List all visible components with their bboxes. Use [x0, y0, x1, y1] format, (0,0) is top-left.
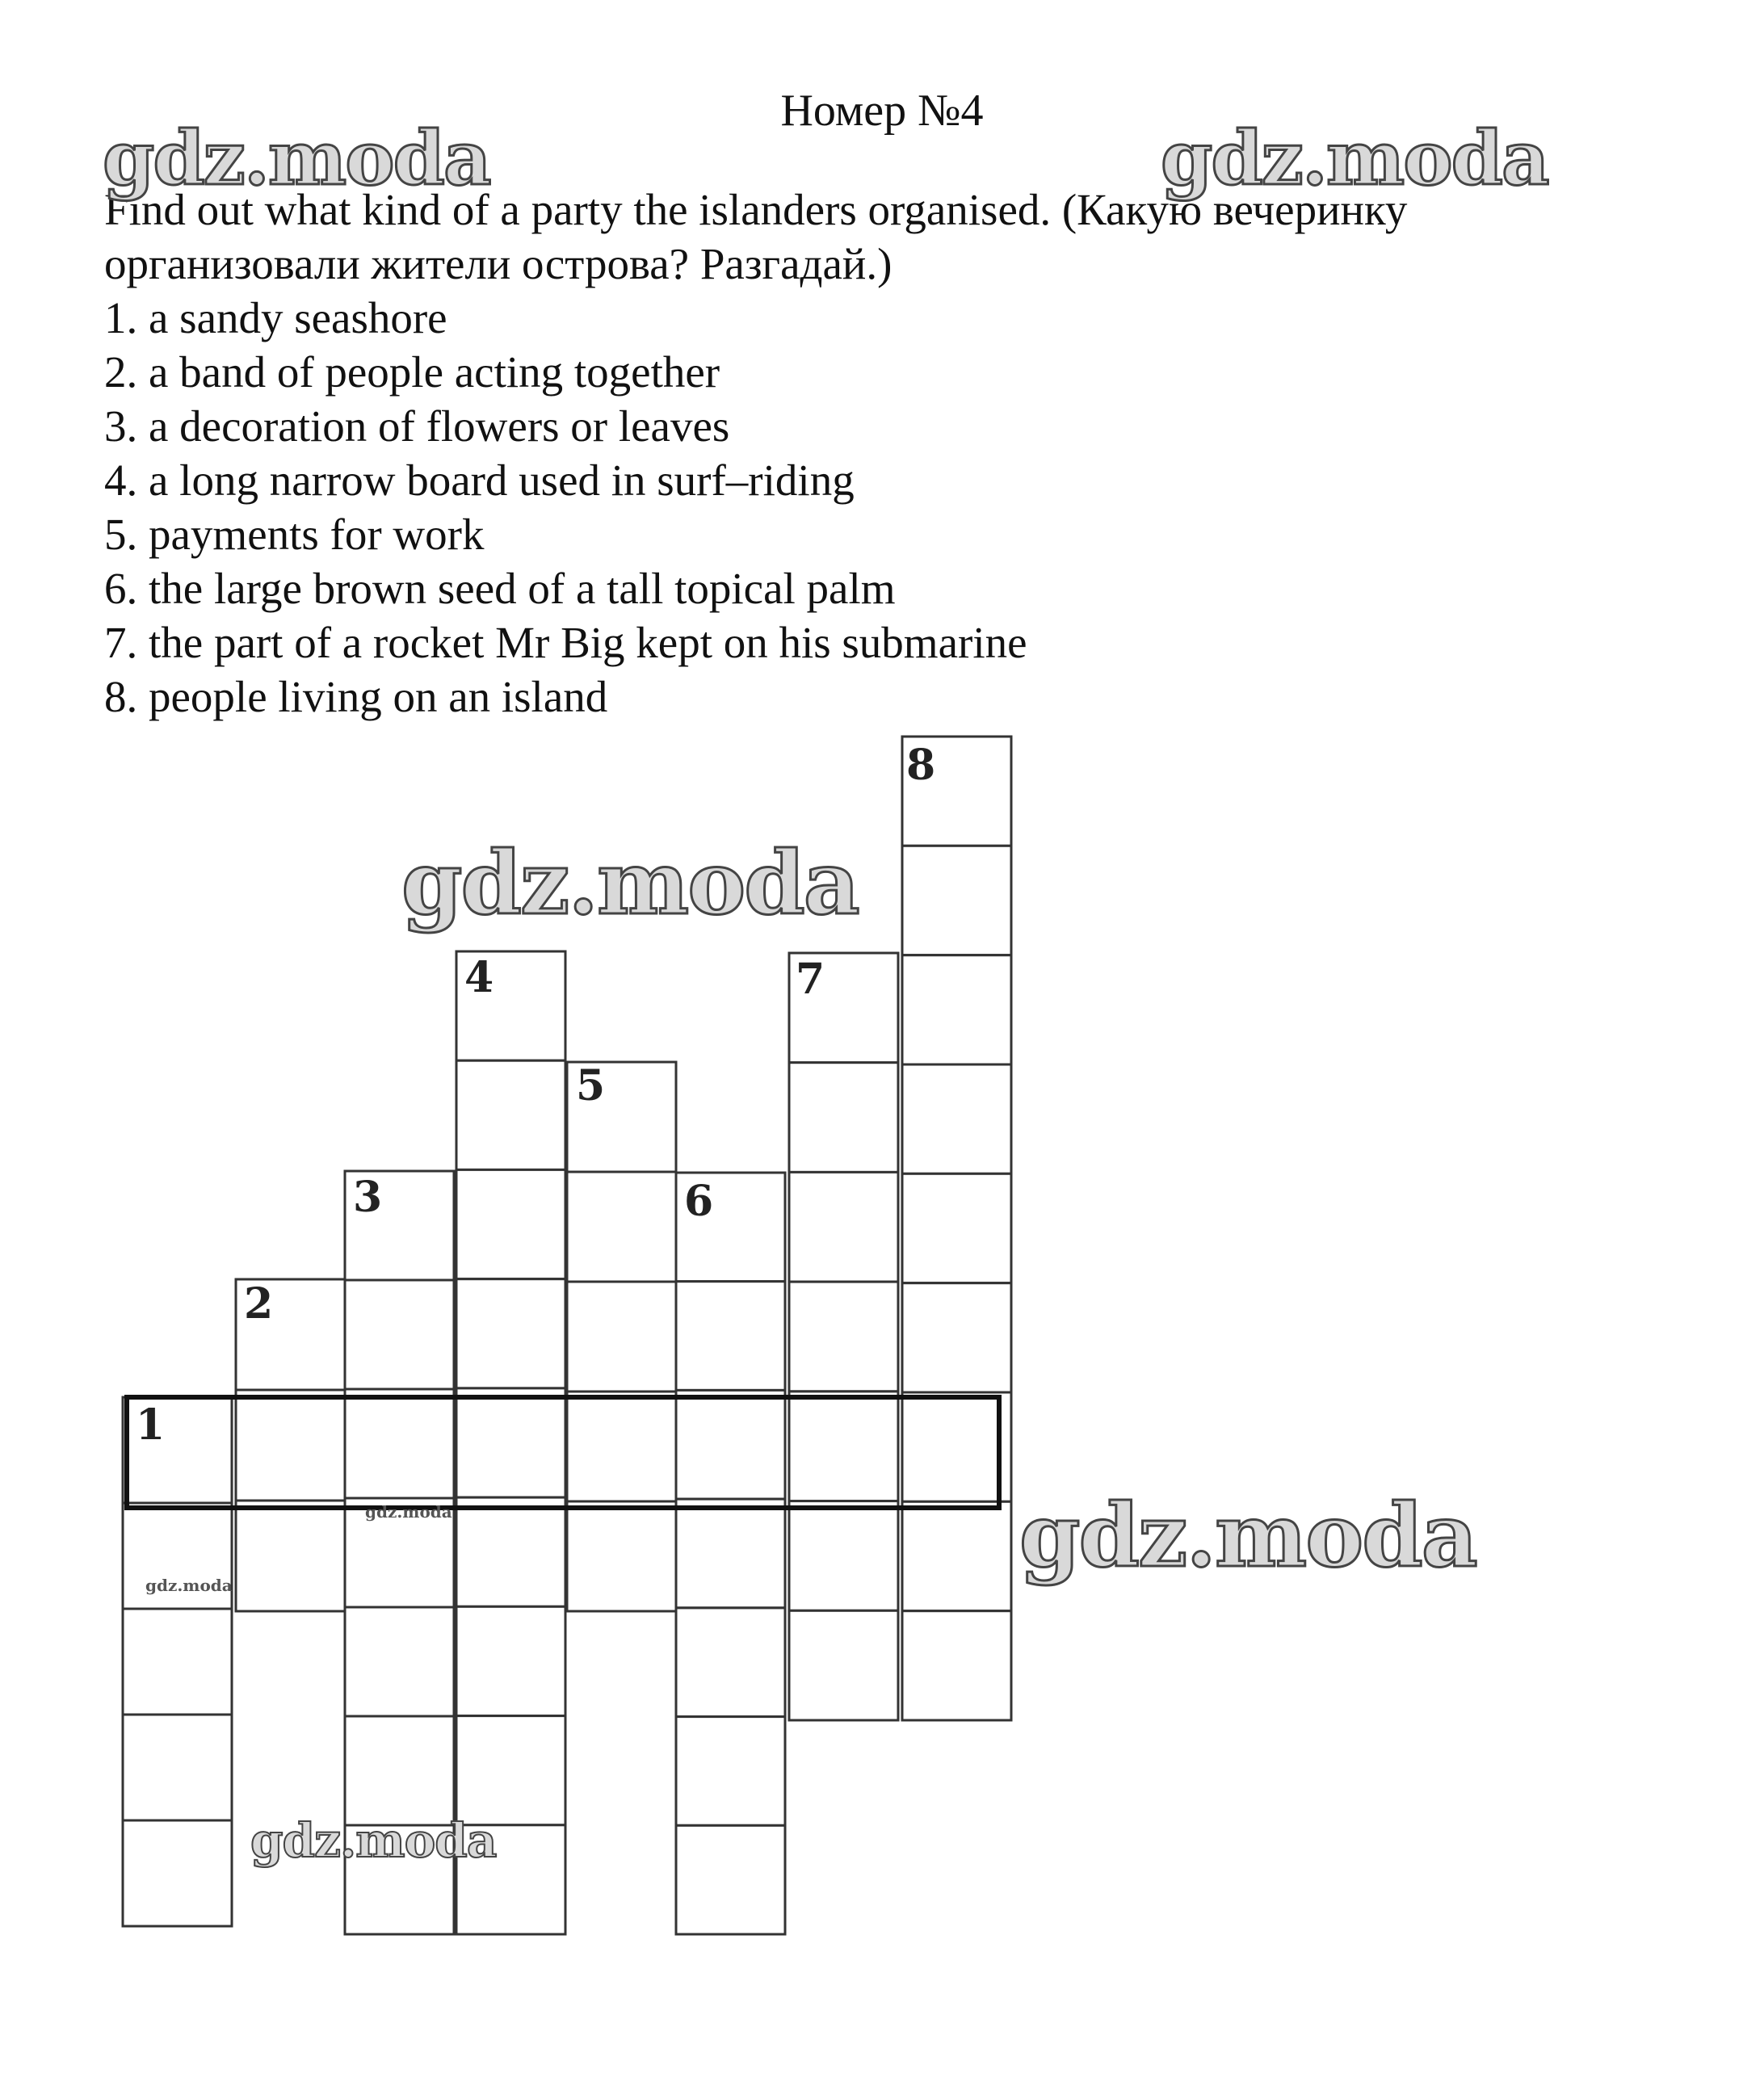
crossword-cell[interactable]: [789, 1063, 898, 1173]
crossword-cell[interactable]: [567, 1172, 676, 1282]
crossword-cell[interactable]: [345, 1389, 454, 1498]
crossword-cell[interactable]: [456, 1497, 565, 1606]
crossword-cell[interactable]: [123, 1609, 232, 1715]
watermark: gdz.moda: [1161, 115, 1548, 202]
clue-item: 4. a long narrow board used in surf–riding: [104, 455, 855, 505]
crossword-cell[interactable]: [567, 1501, 676, 1611]
crossword-cell[interactable]: [676, 1825, 785, 1934]
clue-item: 1. a sandy seashore: [104, 293, 447, 342]
crossword-cell[interactable]: [902, 1392, 1011, 1501]
crossword-cell[interactable]: [567, 1282, 676, 1392]
clue-number-4: 4: [464, 953, 494, 1002]
watermark: gdz.moda: [250, 1813, 497, 1868]
crossword-cell[interactable]: [676, 1608, 785, 1717]
clue-number-1: 1: [136, 1400, 166, 1450]
clue-item: 8. people living on an island: [104, 672, 608, 721]
crossword-cell[interactable]: [789, 1392, 898, 1501]
clue-item: 6. the large brown seed of a tall topical palm: [104, 564, 896, 613]
clue-item: 2. a band of people acting together: [104, 347, 720, 397]
crossword-cell[interactable]: [902, 1501, 1011, 1610]
watermark: gdz.moda: [1019, 1485, 1476, 1587]
crossword-cell[interactable]: [345, 1280, 454, 1389]
instruction-text: Find out what kind of a party the islanders organised. (Какую вечеринку организовали жители острова? Разгадай.): [104, 185, 1408, 288]
crossword-cell[interactable]: [676, 1390, 785, 1499]
clue-item: 5. payments for work: [104, 510, 485, 559]
crossword-cell[interactable]: [902, 1283, 1011, 1392]
clue-number-6: 6: [684, 1177, 714, 1226]
crossword-cell[interactable]: [236, 1390, 345, 1501]
clue-number-7: 7: [796, 955, 825, 1004]
crossword-cell[interactable]: [902, 846, 1011, 955]
crossword-cell[interactable]: [456, 1060, 565, 1169]
watermark: gdz.moda: [145, 1576, 233, 1595]
clue-number-8: 8: [906, 741, 936, 790]
crossword-cell[interactable]: [676, 1717, 785, 1826]
crossword-cell[interactable]: [902, 1173, 1011, 1282]
crossword-cell[interactable]: [123, 1820, 232, 1926]
crossword-cell[interactable]: [676, 1499, 785, 1608]
crossword-cell[interactable]: [902, 955, 1011, 1064]
crossword-cell[interactable]: [789, 1610, 898, 1720]
crossword-cell[interactable]: [456, 1606, 565, 1715]
crossword-cell[interactable]: [456, 1169, 565, 1278]
crossword-cell[interactable]: [789, 1282, 898, 1392]
crossword-cell[interactable]: [789, 1172, 898, 1282]
crossword-cell[interactable]: [456, 1716, 565, 1825]
watermark: gdz.moda: [103, 115, 490, 202]
clue-item: 3. a decoration of flowers or leaves: [104, 401, 730, 451]
crossword-cell[interactable]: [676, 1282, 785, 1391]
page-title: Номер №4: [780, 86, 984, 136]
clue-number-5: 5: [576, 1061, 606, 1110]
crossword-cell[interactable]: [456, 1388, 565, 1497]
crossword-cell[interactable]: [345, 1607, 454, 1716]
crossword-cell[interactable]: [345, 1716, 454, 1825]
crossword-cell[interactable]: [902, 1611, 1011, 1720]
crossword-cell[interactable]: [789, 1501, 898, 1611]
crossword-cell[interactable]: [236, 1501, 345, 1611]
clue-number-2: 2: [244, 1279, 274, 1329]
crossword-cell[interactable]: [123, 1715, 232, 1820]
crossword-cell[interactable]: [902, 1064, 1011, 1173]
watermark: gdz.moda: [365, 1502, 452, 1522]
crossword-cell[interactable]: [456, 1279, 565, 1388]
clue-item: 7. the part of a rocket Mr Big kept on his submarine: [104, 618, 1027, 667]
clue-number-3: 3: [353, 1173, 383, 1222]
watermark: gdz.moda: [401, 833, 859, 934]
crossword-cell[interactable]: [567, 1392, 676, 1501]
